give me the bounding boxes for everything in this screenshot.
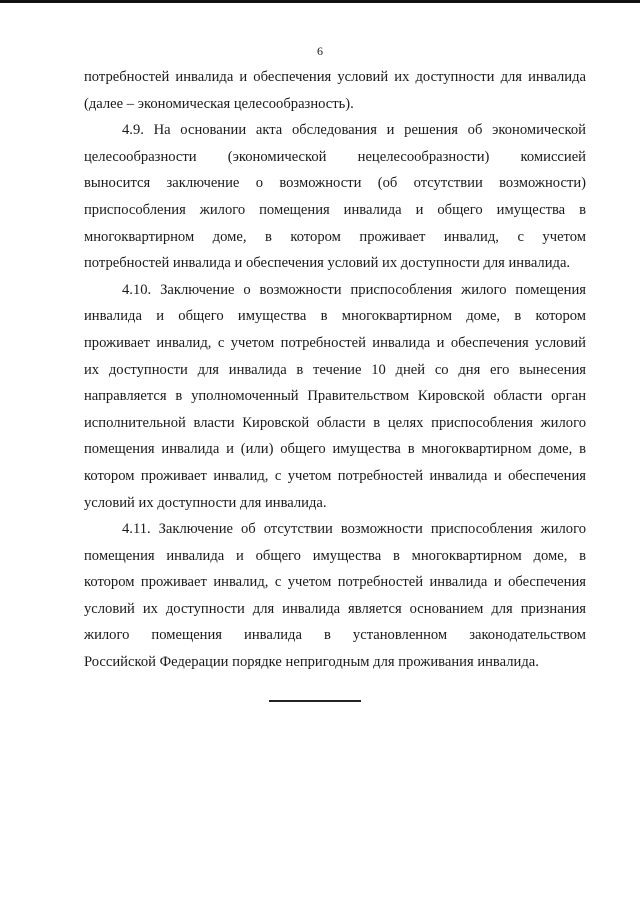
text-line: помещения инвалида и общего имущества в многоквартирном доме, в <box>84 547 586 564</box>
top-border <box>0 0 640 3</box>
text-line: помещения инвалида и (или) общего имущества в многоквартирном доме, в <box>84 441 586 458</box>
paragraph-4-9 <box>84 117 586 277</box>
text-line: котором проживает инвалид, с учетом потребностей инвалида и обеспечения <box>84 574 586 591</box>
text-line: 4.9. На основании акта обследования и решения об экономической <box>122 122 586 139</box>
text-line: жилого помещения инвалида в установленном законодательством <box>84 627 586 644</box>
paragraph-4-11 <box>84 516 586 676</box>
text-line: потребностей инвалида и обеспечения условий их доступности для инвалида <box>84 69 586 85</box>
text-line: котором проживает инвалид, с учетом потребностей инвалида и обеспечения <box>84 467 586 484</box>
paragraph-continuation <box>84 64 586 117</box>
text-line: выносится заключение о возможности (об отсутствии возможности) <box>84 175 586 192</box>
text-line: 4.10. Заключение о возможности приспособления жилого помещения <box>122 281 586 298</box>
text-line: потребностей инвалида и обеспечения условий их доступности для инвалида. <box>84 255 571 272</box>
text-line: приспособления жилого помещения инвалида и общего имущества в <box>84 201 586 218</box>
text-line: условий их доступности для инвалида является основанием для признания <box>84 600 586 617</box>
text-line: (далее – экономическая целесообразность). <box>84 95 354 112</box>
page-number: 6 <box>317 44 323 58</box>
document-body <box>84 64 586 676</box>
text-line: многоквартирном доме, в котором проживает инвалид, с учетом <box>84 228 586 245</box>
paragraph-4-10 <box>84 277 586 516</box>
text-line: инвалида и общего имущества в многоквартирном доме, в котором <box>84 308 586 325</box>
text-line: условий их доступности для инвалида. <box>84 494 327 511</box>
text-line: 4.11. Заключение об отсутствии возможности приспособления жилого <box>122 521 586 538</box>
text-line: их доступности для инвалида в течение 10 дней со дня его вынесения <box>84 361 586 378</box>
text-line: проживает инвалид, с учетом потребностей инвалида и обеспечения условий <box>84 334 586 351</box>
text-line: направляется в уполномоченный Правительством Кировской области орган <box>84 388 586 405</box>
text-line: Российской Федерации порядке непригодным для проживания инвалида. <box>84 654 539 671</box>
closing-rule <box>269 700 361 702</box>
text-line: исполнительной власти Кировской области в целях приспособления жилого <box>84 414 586 431</box>
text-line: целесообразности (экономической нецелесообразности) комиссией <box>84 148 586 165</box>
